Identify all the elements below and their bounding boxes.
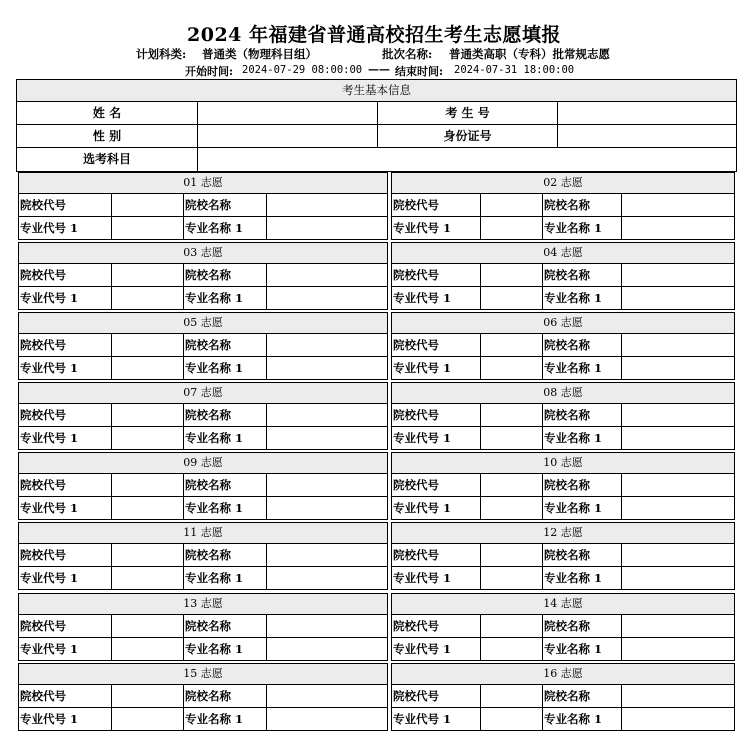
school-name-field[interactable] (266, 474, 387, 496)
wish-row (391, 217, 735, 240)
name-label: 姓 名 (92, 106, 122, 120)
start-value: 2024-07-29 08:00:00 (242, 64, 363, 76)
major-code-field[interactable] (480, 217, 542, 239)
major-code-label: 专业代号 1 (393, 431, 452, 445)
school-code-label: 院校代号 (393, 408, 439, 422)
basic-row-gender (17, 125, 736, 148)
school-name-field[interactable] (621, 194, 734, 216)
wish-block (18, 593, 388, 661)
school-name-label: 院校名称 (542, 264, 590, 286)
wish-row (18, 544, 388, 567)
school-name-label: 院校名称 (542, 615, 590, 637)
school-code-label: 院校代号 (393, 268, 439, 282)
school-name-field[interactable] (621, 615, 734, 637)
major-code-label: 专业代号 1 (393, 712, 452, 726)
wish-row (391, 615, 735, 638)
wish-row (391, 287, 735, 310)
school-name-label: 院校名称 (542, 334, 590, 356)
major-name-label: 专业名称 1 (183, 638, 243, 660)
wish-header: 14 志愿 (391, 593, 735, 615)
wish-header: 01 志愿 (18, 172, 388, 194)
wish-block (391, 663, 735, 731)
end-label: 结束时间: (395, 65, 444, 78)
basic-info-table (16, 79, 737, 172)
major-name-field[interactable] (266, 708, 387, 730)
school-code-label: 院校代号 (20, 268, 66, 282)
major-name-label: 专业名称 1 (542, 217, 602, 239)
wish-block (18, 312, 388, 380)
school-name-field[interactable] (621, 544, 734, 566)
school-name-field[interactable] (621, 264, 734, 286)
wish-row (18, 615, 388, 638)
wish-row (18, 194, 388, 217)
wish-block (18, 242, 388, 310)
major-code-field[interactable] (480, 497, 542, 519)
major-code-label: 专业代号 1 (393, 361, 452, 375)
major-name-field[interactable] (621, 287, 734, 309)
batch-label: 批次名称: (382, 47, 433, 61)
school-code-label: 院校代号 (20, 478, 66, 492)
wish-block (18, 522, 388, 590)
major-name-field[interactable] (266, 497, 387, 519)
wish-row (18, 404, 388, 427)
major-name-field[interactable] (621, 567, 734, 589)
major-name-label: 专业名称 1 (183, 357, 243, 379)
plan-type-value: 普通类（物理科目组） (202, 47, 317, 61)
school-name-field[interactable] (621, 474, 734, 496)
school-name-field[interactable] (266, 685, 387, 707)
school-name-field[interactable] (621, 685, 734, 707)
wish-row (391, 544, 735, 567)
school-name-label: 院校名称 (542, 194, 590, 216)
exam-no-field[interactable] (557, 102, 738, 124)
major-name-label: 专业名称 1 (542, 497, 602, 519)
wish-header: 02 志愿 (391, 172, 735, 194)
start-label: 开始时间: (185, 65, 234, 78)
major-name-field[interactable] (621, 427, 734, 449)
wish-header: 11 志愿 (18, 522, 388, 544)
major-code-label: 专业代号 1 (20, 361, 79, 375)
major-code-field[interactable] (480, 427, 542, 449)
school-code-label: 院校代号 (20, 548, 66, 562)
major-name-label: 专业名称 1 (183, 708, 243, 730)
dash: —— (368, 63, 390, 76)
major-code-label: 专业代号 1 (20, 571, 79, 585)
school-name-field[interactable] (266, 615, 387, 637)
wish-block (391, 452, 735, 520)
major-code-field[interactable] (480, 567, 542, 589)
major-code-field[interactable] (111, 217, 183, 239)
school-name-field[interactable] (266, 404, 387, 426)
plan-type-label: 计划科类: (136, 47, 187, 61)
end-value: 2024-07-31 18:00:00 (454, 64, 575, 76)
school-code-field[interactable] (480, 404, 542, 426)
major-code-label: 专业代号 1 (393, 221, 452, 235)
wish-header: 12 志愿 (391, 522, 735, 544)
major-code-label: 专业代号 1 (20, 221, 79, 235)
wish-block (18, 382, 388, 450)
major-name-field[interactable] (266, 357, 387, 379)
school-name-field[interactable] (266, 194, 387, 216)
wish-block (391, 242, 735, 310)
wish-block (18, 663, 388, 731)
wish-row (18, 334, 388, 357)
major-code-field[interactable] (480, 357, 542, 379)
school-code-field[interactable] (111, 685, 183, 707)
wish-row (18, 264, 388, 287)
wish-row (18, 474, 388, 497)
school-code-label: 院校代号 (393, 198, 439, 212)
wish-header: 08 志愿 (391, 382, 735, 404)
wish-row (391, 567, 735, 590)
school-name-field[interactable] (266, 334, 387, 356)
major-code-field[interactable] (111, 357, 183, 379)
major-code-label: 专业代号 1 (393, 501, 452, 515)
major-code-field[interactable] (111, 497, 183, 519)
school-code-field[interactable] (480, 615, 542, 637)
major-name-field[interactable] (621, 217, 734, 239)
school-code-field[interactable] (480, 685, 542, 707)
school-name-label: 院校名称 (183, 264, 231, 286)
wish-row (391, 334, 735, 357)
major-name-label: 专业名称 1 (542, 638, 602, 660)
page-title: 2024 年福建省普通高校招生考生志愿填报 (187, 24, 561, 46)
wish-header: 05 志愿 (18, 312, 388, 334)
wish-row (18, 287, 388, 310)
wish-header: 15 志愿 (18, 663, 388, 685)
major-name-field[interactable] (266, 287, 387, 309)
school-name-label: 院校名称 (183, 194, 231, 216)
wish-block (391, 522, 735, 590)
school-code-label: 院校代号 (393, 619, 439, 633)
major-name-field[interactable] (266, 217, 387, 239)
school-code-field[interactable] (480, 334, 542, 356)
wish-header: 03 志愿 (18, 242, 388, 264)
wish-row (391, 474, 735, 497)
major-code-label: 专业代号 1 (20, 501, 79, 515)
school-name-field[interactable] (621, 404, 734, 426)
basic-row-subjects (17, 148, 736, 171)
wish-row (18, 708, 388, 731)
wish-row (391, 497, 735, 520)
major-name-field[interactable] (266, 427, 387, 449)
major-name-field[interactable] (621, 497, 734, 519)
school-name-label: 院校名称 (183, 474, 231, 496)
major-name-label: 专业名称 1 (183, 427, 243, 449)
wish-header: 16 志愿 (391, 663, 735, 685)
school-name-label: 院校名称 (542, 474, 590, 496)
wish-row (18, 357, 388, 380)
major-code-label: 专业代号 1 (20, 712, 79, 726)
major-code-label: 专业代号 1 (20, 431, 79, 445)
major-name-label: 专业名称 1 (542, 287, 602, 309)
major-code-field[interactable] (480, 708, 542, 730)
school-name-label: 院校名称 (542, 685, 590, 707)
subjects-field[interactable] (197, 148, 738, 171)
wish-row (391, 685, 735, 708)
major-code-label: 专业代号 1 (20, 642, 79, 656)
school-code-field[interactable] (111, 404, 183, 426)
school-code-label: 院校代号 (393, 478, 439, 492)
wish-block (391, 382, 735, 450)
school-name-label: 院校名称 (183, 334, 231, 356)
gender-label: 性 别 (92, 129, 122, 143)
id-label: 身份证号 (377, 125, 557, 147)
school-name-field[interactable] (266, 264, 387, 286)
wish-row (18, 567, 388, 590)
major-code-field[interactable] (111, 287, 183, 309)
school-code-field[interactable] (111, 194, 183, 216)
school-code-field[interactable] (480, 474, 542, 496)
major-name-label: 专业名称 1 (542, 427, 602, 449)
school-code-label: 院校代号 (393, 689, 439, 703)
wish-header: 06 志愿 (391, 312, 735, 334)
school-code-field[interactable] (111, 264, 183, 286)
wish-block (391, 593, 735, 661)
wish-row (18, 497, 388, 520)
school-code-label: 院校代号 (20, 338, 66, 352)
major-name-label: 专业名称 1 (183, 567, 243, 589)
school-code-field[interactable] (111, 474, 183, 496)
major-name-field[interactable] (621, 708, 734, 730)
school-code-field[interactable] (480, 264, 542, 286)
wish-row (391, 264, 735, 287)
wish-header: 09 志愿 (18, 452, 388, 474)
major-name-label: 专业名称 1 (183, 287, 243, 309)
school-code-label: 院校代号 (393, 338, 439, 352)
wish-row (391, 194, 735, 217)
major-code-field[interactable] (111, 638, 183, 660)
wish-header: 13 志愿 (18, 593, 388, 615)
school-code-field[interactable] (480, 194, 542, 216)
wish-block (18, 452, 388, 520)
major-code-label: 专业代号 1 (393, 571, 452, 585)
school-name-label: 院校名称 (183, 404, 231, 426)
school-code-label: 院校代号 (20, 408, 66, 422)
school-code-field[interactable] (111, 544, 183, 566)
major-code-label: 专业代号 1 (393, 291, 452, 305)
basic-row-name (17, 102, 736, 125)
major-name-label: 专业名称 1 (542, 708, 602, 730)
major-name-field[interactable] (621, 638, 734, 660)
wish-row (18, 638, 388, 661)
major-name-field[interactable] (621, 357, 734, 379)
school-code-field[interactable] (480, 544, 542, 566)
major-name-label: 专业名称 1 (542, 357, 602, 379)
school-name-label: 院校名称 (183, 544, 231, 566)
gender-field[interactable] (197, 125, 377, 147)
wish-header: 10 志愿 (391, 452, 735, 474)
wish-row (391, 708, 735, 731)
name-field[interactable] (197, 102, 377, 124)
school-code-label: 院校代号 (20, 198, 66, 212)
wish-row (18, 427, 388, 450)
major-code-field[interactable] (111, 708, 183, 730)
school-code-label: 院校代号 (393, 548, 439, 562)
id-field[interactable] (557, 125, 738, 147)
major-name-label: 专业名称 1 (183, 217, 243, 239)
major-code-label: 专业代号 1 (20, 291, 79, 305)
wish-block (391, 312, 735, 380)
school-name-label: 院校名称 (542, 544, 590, 566)
school-name-label: 院校名称 (183, 615, 231, 637)
school-code-label: 院校代号 (20, 619, 66, 633)
wish-header: 07 志愿 (18, 382, 388, 404)
batch-value: 普通类高职（专科）批常规志愿 (449, 47, 610, 61)
major-code-field[interactable] (111, 567, 183, 589)
wish-row (391, 404, 735, 427)
wish-row (391, 357, 735, 380)
school-name-label: 院校名称 (542, 404, 590, 426)
school-code-field[interactable] (111, 615, 183, 637)
major-name-field[interactable] (266, 638, 387, 660)
major-name-label: 专业名称 1 (542, 567, 602, 589)
wish-row (391, 427, 735, 450)
subjects-label: 选考科目 (82, 152, 131, 166)
wish-row (18, 685, 388, 708)
major-name-label: 专业名称 1 (183, 497, 243, 519)
wish-row (391, 638, 735, 661)
major-code-field[interactable] (480, 287, 542, 309)
wish-header: 04 志愿 (391, 242, 735, 264)
major-code-field[interactable] (480, 638, 542, 660)
school-name-field[interactable] (621, 334, 734, 356)
wish-row (18, 217, 388, 240)
school-code-label: 院校代号 (20, 689, 66, 703)
exam-no-label: 考 生 号 (377, 102, 557, 124)
wish-block (18, 172, 388, 240)
school-name-label: 院校名称 (183, 685, 231, 707)
major-name-field[interactable] (266, 567, 387, 589)
school-code-field[interactable] (111, 334, 183, 356)
basic-info-header: 考生基本信息 (17, 80, 736, 102)
school-name-field[interactable] (266, 544, 387, 566)
major-code-field[interactable] (111, 427, 183, 449)
major-code-label: 专业代号 1 (393, 642, 452, 656)
wish-block (391, 172, 735, 240)
